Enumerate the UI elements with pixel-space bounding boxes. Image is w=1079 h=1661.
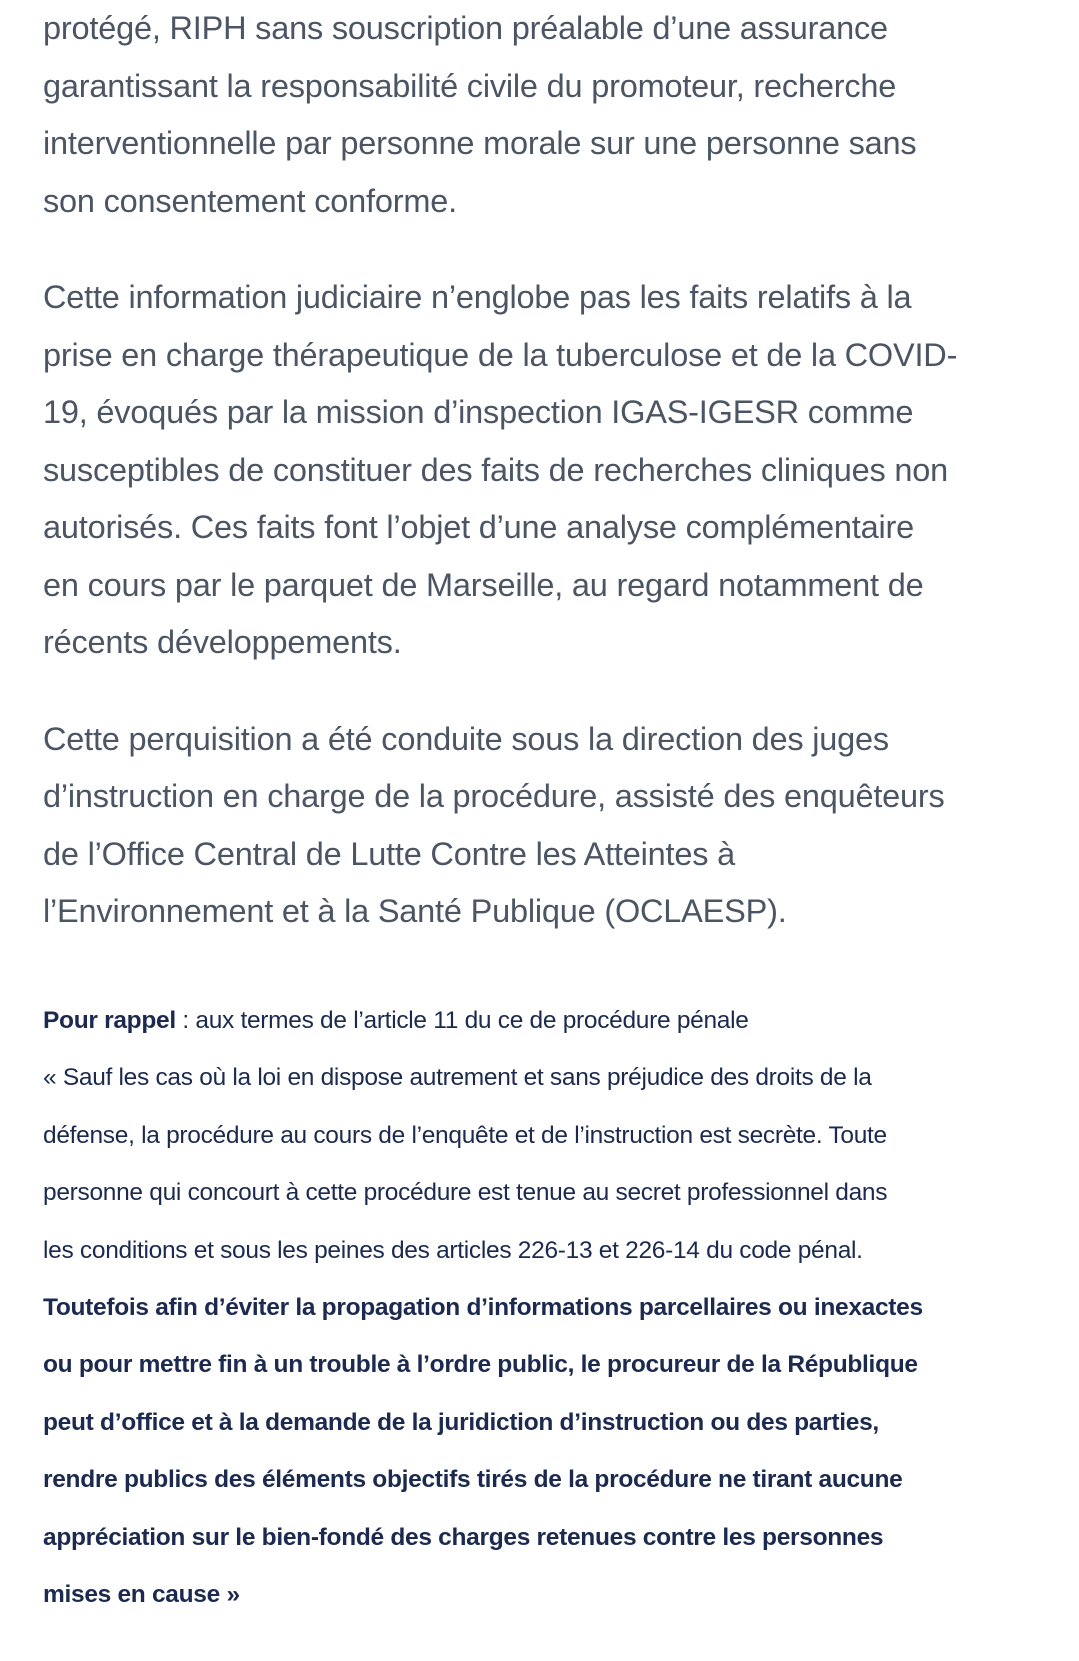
text-line: l’Environnement et à la Santé Publique (OCLAESP). bbox=[43, 893, 787, 929]
quote-bold-line: ou pour mettre fin à un trouble à l’ordre public, le procureur de la République bbox=[43, 1351, 918, 1379]
legal-reminder bbox=[43, 992, 1043, 1623]
reminder-intro-text: : aux termes de l’article 11 du ce de procédure pénale bbox=[175, 1007, 749, 1034]
text-line: 19, évoqués par la mission d’inspection IGAS-IGESR comme bbox=[43, 394, 914, 430]
quote-bold-line: mises en cause » bbox=[43, 1581, 240, 1609]
text-line: garantissant la responsabilité civile du promoteur, recherche bbox=[43, 67, 897, 104]
quote-bold-line: Toutefois afin d’éviter la propagation d’informations parcellaires ou inexactes bbox=[43, 1294, 923, 1322]
text-line: prise en charge thérapeutique de la tuberculose et de la COVID- bbox=[43, 336, 958, 373]
quote-bold-section bbox=[43, 1279, 1043, 1623]
quote-line: personne qui concourt à cette procédure est tenue au secret professionnel dans bbox=[43, 1179, 888, 1207]
text-line: Cette perquisition a été conduite sous la direction des juges bbox=[43, 720, 889, 757]
text-line: protégé, RIPH sans souscription préalable d’une assurance bbox=[43, 10, 888, 46]
text-line: susceptibles de constituer des faits de recherches cliniques non bbox=[43, 451, 948, 488]
paragraph-riph bbox=[43, 0, 1043, 230]
text-line: d’instruction en charge de la procédure, assisté des enquêteurs bbox=[43, 778, 945, 814]
text-line: son consentement conforme. bbox=[43, 182, 457, 219]
text-line: de l’Office Central de Lutte Contre les Atteintes à bbox=[43, 835, 735, 872]
quote-bold-line: rendre publics des éléments objectifs tirés de la procédure ne tirant aucune bbox=[43, 1466, 903, 1494]
quote-line: les conditions et sous les peines des articles 226-13 et 226-14 du code pénal. bbox=[43, 1236, 863, 1264]
reminder-label: Pour rappel bbox=[43, 1007, 176, 1034]
quote-line: défense, la procédure au cours de l’enquête et de l’instruction est secrète. Toute bbox=[43, 1121, 887, 1149]
paragraph-information-judiciaire bbox=[43, 269, 1043, 672]
quote-bold-line: peut d’office et à la demande de la juridiction d’instruction ou des parties, bbox=[43, 1408, 879, 1436]
text-line: récents développements. bbox=[43, 624, 402, 660]
text-line: interventionnelle par personne morale sur une personne sans bbox=[43, 125, 917, 161]
quote-bold-line: appréciation sur le bien-fondé des charges retenues contre les personnes bbox=[43, 1523, 884, 1551]
reminder-intro bbox=[43, 992, 1043, 1049]
text-line: en cours par le parquet de Marseille, au regard notamment de bbox=[43, 566, 924, 603]
text-line: Cette information judiciaire n’englobe pas les faits relatifs à la bbox=[43, 279, 912, 315]
article-body bbox=[43, 0, 1043, 980]
paragraph-perquisition bbox=[43, 711, 1043, 941]
quote-line: « Sauf les cas où la loi en dispose autrement et sans préjudice des droits de la bbox=[43, 1064, 872, 1092]
text-line: autorisés. Ces faits font l’objet d’une analyse complémentaire bbox=[43, 509, 914, 545]
